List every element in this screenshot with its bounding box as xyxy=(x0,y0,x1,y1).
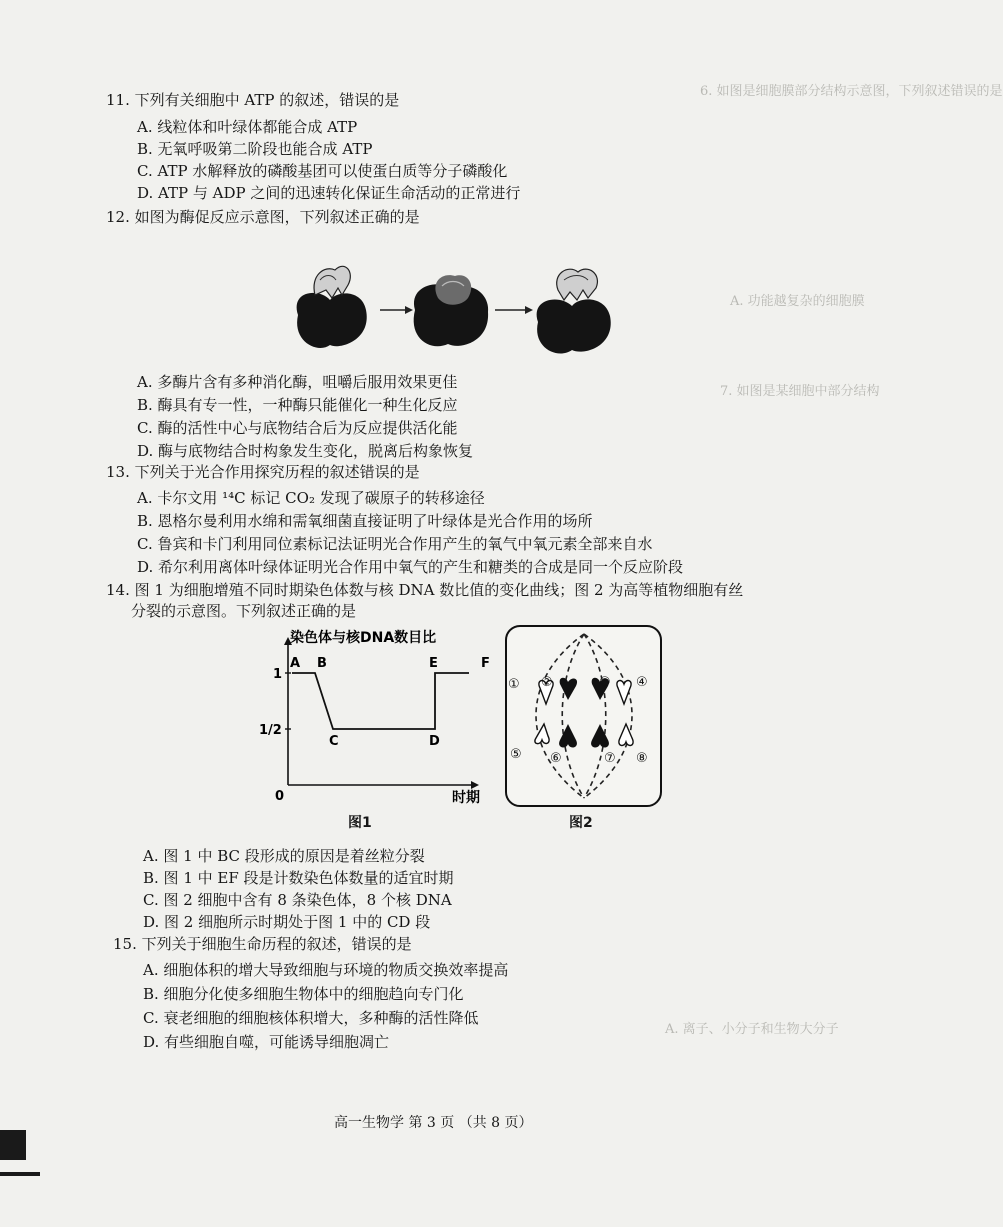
marker-4: ④ xyxy=(636,675,648,690)
q11-option-b: B. 无氧呼吸第二阶段也能合成 ATP xyxy=(137,140,373,158)
q13-option-d: D. 希尔利用离体叶绿体证明光合作用中氧气的产生和糖类的合成是同一个反应阶段 xyxy=(137,558,684,576)
q15-option-a: A. 细胞体积的增大导致细胞与环境的物质交换效率提高 xyxy=(143,961,509,979)
fig1-origin-label: 0 xyxy=(275,789,285,804)
q14-option-c: C. 图 2 细胞中含有 8 条染色体，8 个核 DNA xyxy=(143,891,452,909)
enzyme-substrate-complex xyxy=(414,275,488,346)
scan-edge-mark xyxy=(0,1172,40,1176)
bleed-through-text: A. 功能越复杂的细胞膜 xyxy=(730,294,865,309)
scan-edge-mark xyxy=(0,1130,26,1160)
q15-option-d: D. 有些细胞自噬，可能诱导细胞凋亡 xyxy=(143,1033,390,1051)
q14-option-d: D. 图 2 细胞所示时期处于图 1 中的 CD 段 xyxy=(143,913,431,931)
fig1-y-axis-label: 染色体与核DNA数目比 xyxy=(290,630,437,646)
q11-option-c: C. ATP 水解释放的磷酸基团可以使蛋白质等分子磷酸化 xyxy=(137,162,508,180)
q12-option-a: A. 多酶片含有多种消化酶，咀嚼后服用效果更佳 xyxy=(137,373,458,391)
fig1-y-tick-label: 1/2 xyxy=(259,723,282,738)
marker-3: ③ xyxy=(599,675,611,690)
fig1-point-label: C xyxy=(329,734,339,749)
marker-8: ⑧ xyxy=(636,751,648,766)
q11-stem: 11. 下列有关细胞中 ATP 的叙述，错误的是 xyxy=(106,91,400,109)
q13-stem: 13. 下列关于光合作用探究历程的叙述错误的是 xyxy=(106,463,420,481)
q15-option-b: B. 细胞分化使多细胞生物体中的细胞趋向专门化 xyxy=(143,985,464,1003)
enzyme-substrate-pre xyxy=(297,266,367,348)
marker-6: ⑥ xyxy=(550,751,562,766)
enzyme-product-post xyxy=(537,269,611,353)
bleed-through-text: 6. 如图是细胞膜部分结构示意图，下列叙述错误的是 xyxy=(700,84,1003,99)
q12-option-d: D. 酶与底物结合时构象发生变化，脱离后构象恢复 xyxy=(137,442,474,460)
q13-option-b: B. 恩格尔曼利用水绵和需氧细菌直接证明了叶绿体是光合作用的场所 xyxy=(137,512,593,530)
q13-option-c: C. 鲁宾和卡门利用同位素标记法证明光合作用产生的氧气中氧元素全部来自水 xyxy=(137,535,653,553)
q14-stem-line2: 分裂的示意图。下列叙述正确的是 xyxy=(131,602,357,620)
marker-2: ② xyxy=(541,675,553,690)
page-footer: 高一生物学 第 3 页 （共 8 页） xyxy=(334,1115,533,1131)
fig1-y-tick-label: 1 xyxy=(273,667,283,682)
fig1-caption: 图1 xyxy=(348,815,372,831)
fig2-mitosis-cell xyxy=(500,620,670,810)
marker-1: ① xyxy=(508,677,520,692)
fig1-point-label: B xyxy=(317,656,327,671)
fig1-point-label: A xyxy=(290,656,301,671)
fig1-point-label: E xyxy=(429,656,438,671)
q12-option-b: B. 酶具有专一性，一种酶只能催化一种生化反应 xyxy=(137,396,458,414)
q15-stem: 15. 下列关于细胞生命历程的叙述，错误的是 xyxy=(113,935,412,953)
marker-5: ⑤ xyxy=(510,747,522,762)
bleed-through-text: A. 离子、小分子和生物大分子 xyxy=(665,1022,839,1037)
q11-option-a: A. 线粒体和叶绿体都能合成 ATP xyxy=(137,118,358,136)
fig1-chart xyxy=(245,625,505,810)
q13-option-a: A. 卡尔文用 ¹⁴C 标记 CO₂ 发现了碳原子的转移途径 xyxy=(137,489,485,507)
fig1-point-label: D xyxy=(429,734,440,749)
fig2-caption: 图2 xyxy=(569,815,593,831)
fig1-series-line xyxy=(292,673,469,729)
fig1-x-axis-label: 时期 xyxy=(452,790,480,806)
q11-option-d: D. ATP 与 ADP 之间的迅速转化保证生命活动的正常进行 xyxy=(137,184,521,202)
q14-option-a: A. 图 1 中 BC 段形成的原因是着丝粒分裂 xyxy=(143,847,425,865)
marker-7: ⑦ xyxy=(604,751,616,766)
fig1-point-label: F xyxy=(481,656,490,671)
q12-option-c: C. 酶的活性中心与底物结合后为反应提供活化能 xyxy=(137,419,458,437)
bleed-through-text: 7. 如图是某细胞中部分结构 xyxy=(720,384,880,399)
q14-stem-line1: 14. 图 1 为细胞增殖不同时期染色体数与核 DNA 数比值的变化曲线；图 2 为高等植物细胞有丝 xyxy=(106,581,744,599)
q14-option-b: B. 图 1 中 EF 段是计数染色体数量的适宜时期 xyxy=(143,869,454,887)
q15-option-c: C. 衰老细胞的细胞核体积增大，多种酶的活性降低 xyxy=(143,1009,479,1027)
enzyme-reaction-diagram xyxy=(280,250,620,370)
q12-stem: 12. 如图为酶促反应示意图，下列叙述正确的是 xyxy=(106,208,420,226)
